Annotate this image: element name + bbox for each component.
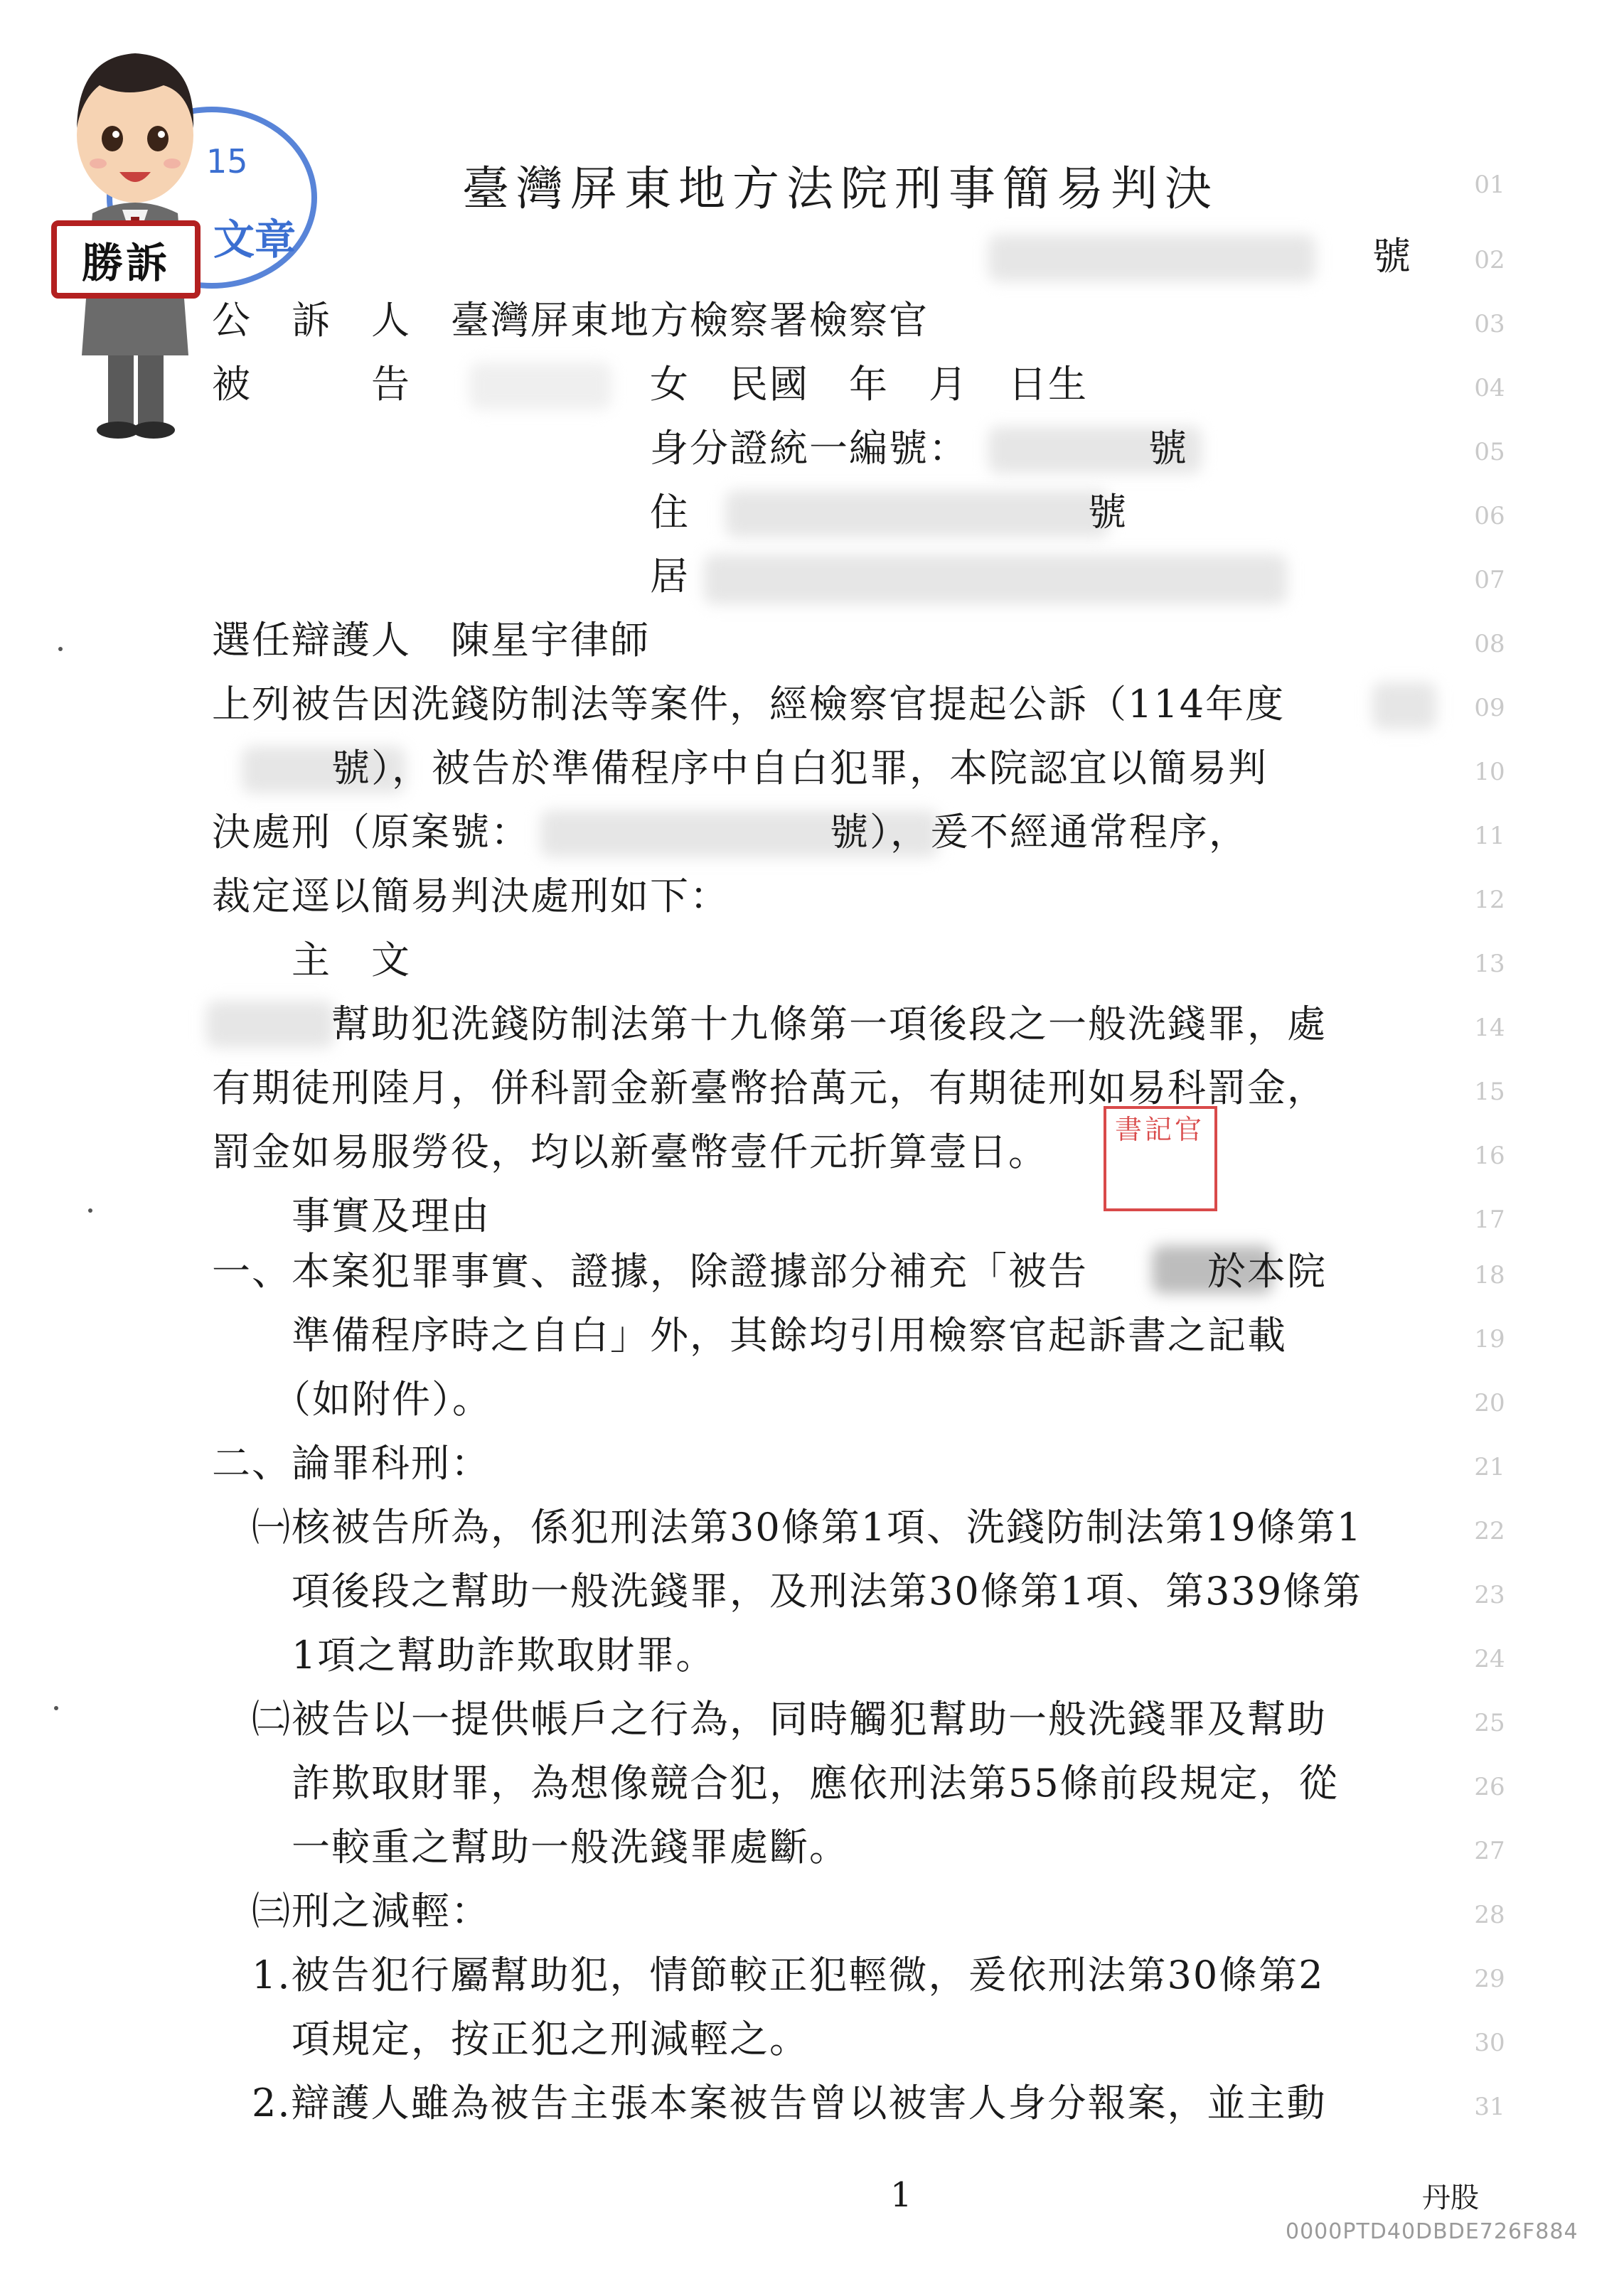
body-line: （如附件）。 — [212, 1377, 492, 1422]
body-line: ㈢刑之減輕： — [212, 1889, 491, 1933]
line-number: 31 — [1474, 2093, 1505, 2121]
court-division: 丹股 — [1422, 2182, 1479, 2214]
line-number: 16 — [1474, 1142, 1505, 1170]
line-number: 22 — [1474, 1517, 1505, 1545]
body-line: 身分證統一編號： 號 — [212, 426, 1188, 471]
body-line: 項規定，按正犯之刑減輕之。 — [212, 2017, 809, 2061]
body-line: 號 — [1372, 234, 1412, 279]
body-line: 住 號 — [212, 490, 1128, 535]
line-number: 11 — [1474, 822, 1505, 850]
scan-speck — [88, 1208, 92, 1213]
line-number: 26 — [1474, 1773, 1505, 1801]
body-line: 1.被告犯行屬幫助犯，情節較正犯輕微，爰依刑法第30條第2 — [212, 1953, 1325, 1997]
body-line: 號），被告於準備程序中自白犯罪，本院認宜以簡易判 — [212, 746, 1268, 790]
body-line: 居 — [212, 554, 690, 599]
line-number: 12 — [1474, 886, 1505, 914]
body-line: 有期徒刑陸月，併科罰金新臺幣拾萬元，有期徒刑如易科罰金， — [212, 1066, 1327, 1110]
line-number: 25 — [1474, 1709, 1505, 1737]
body-line: 裁定逕以簡易判決處刑如下： — [212, 874, 730, 918]
line-number: 10 — [1474, 758, 1505, 786]
body-line: 主 文 — [212, 938, 411, 982]
line-number: 02 — [1474, 246, 1505, 274]
line-number: 09 — [1474, 694, 1505, 722]
redaction — [1372, 682, 1436, 729]
body-line: 二、論罪科刑： — [212, 1441, 491, 1486]
date-stamp-date: 15 — [206, 142, 248, 181]
body-line: 詐欺取財罪，為想像競合犯，應依刑法第55條前段規定，從 — [212, 1761, 1339, 1806]
line-number: 14 — [1474, 1014, 1505, 1042]
line-number: 29 — [1474, 1965, 1505, 1993]
body-line: 一、本案犯罪事實、證據，除證據部分補充「被告 於本院 — [212, 1249, 1327, 1294]
body-line: 決處刑（原案號： 號），爰不經通常程序， — [212, 810, 1249, 854]
line-number: 20 — [1474, 1389, 1505, 1417]
body-line: ㈠核被告所為，係犯刑法第30條第1項、洗錢防制法第19條第1 — [212, 1505, 1363, 1550]
line-number: 23 — [1474, 1581, 1505, 1609]
scan-speck — [54, 1706, 58, 1710]
redaction — [988, 235, 1315, 281]
line-number: 04 — [1474, 374, 1505, 402]
body-line: 公 訴 人 臺灣屏東地方檢察署檢察官 — [212, 298, 929, 343]
body-line: 幫助犯洗錢防制法第十九條第一項後段之一般洗錢罪，處 — [212, 1002, 1327, 1046]
line-number: 18 — [1474, 1261, 1505, 1289]
body-line: 選任辯護人 陳星宇律師 — [212, 618, 650, 662]
scan-speck — [58, 647, 63, 651]
body-line: 罰金如易服勞役，均以新臺幣壹仟元折算壹日。 — [212, 1130, 1048, 1174]
line-number: 27 — [1474, 1837, 1505, 1865]
redaction — [704, 554, 1287, 604]
body-line: 2.辯護人雖為被告主張本案被告曾以被害人身分報案，並主動 — [212, 2081, 1327, 2125]
line-number: 07 — [1474, 566, 1505, 594]
line-number: 13 — [1474, 950, 1505, 978]
body-line: 一較重之幫助一般洗錢罪處斷。 — [212, 1825, 849, 1869]
body-line: 被 告 女 民國 年 月 日生 — [212, 362, 1088, 407]
line-number: 03 — [1474, 310, 1505, 338]
body-line: ㈡被告以一提供帳戶之行為，同時觸犯幫助一般洗錢罪及幫助 — [212, 1697, 1327, 1742]
line-number: 19 — [1474, 1325, 1505, 1353]
line-number: 06 — [1474, 502, 1505, 530]
line-number: 01 — [1474, 171, 1505, 199]
body-line: 項後段之幫助一般洗錢罪，及刑法第30條第1項、第339條第 — [212, 1569, 1363, 1614]
win-badge — [51, 220, 201, 299]
line-number: 15 — [1474, 1078, 1505, 1106]
line-number: 24 — [1474, 1645, 1505, 1673]
line-number: 05 — [1474, 438, 1505, 466]
page-number: 1 — [890, 2175, 912, 2215]
clerk-seal-label: 書記官 — [1115, 1114, 1205, 1145]
line-number: 21 — [1474, 1453, 1505, 1481]
body-line: 準備程序時之自白」外，其餘均引用檢察官起訴書之記載 — [212, 1313, 1287, 1358]
document-code: 0000PTD40DBDE726F884 — [1286, 2219, 1578, 2244]
document-title: 臺灣屏東地方法院刑事簡易判決 — [462, 161, 1219, 216]
line-number: 08 — [1474, 630, 1505, 658]
win-badge-label: 勝訴 — [81, 239, 170, 287]
line-number: 28 — [1474, 1901, 1505, 1929]
line-number: 30 — [1474, 2029, 1505, 2057]
body-line: 1項之幫助詐欺取財罪。 — [212, 1633, 716, 1678]
body-line: 事實及理由 — [212, 1193, 491, 1238]
line-number: 17 — [1474, 1206, 1505, 1234]
body-line: 上列被告因洗錢防制法等案件，經檢察官提起公訴（114年度 — [212, 682, 1286, 726]
date-stamp-text: 文章 — [213, 215, 297, 264]
